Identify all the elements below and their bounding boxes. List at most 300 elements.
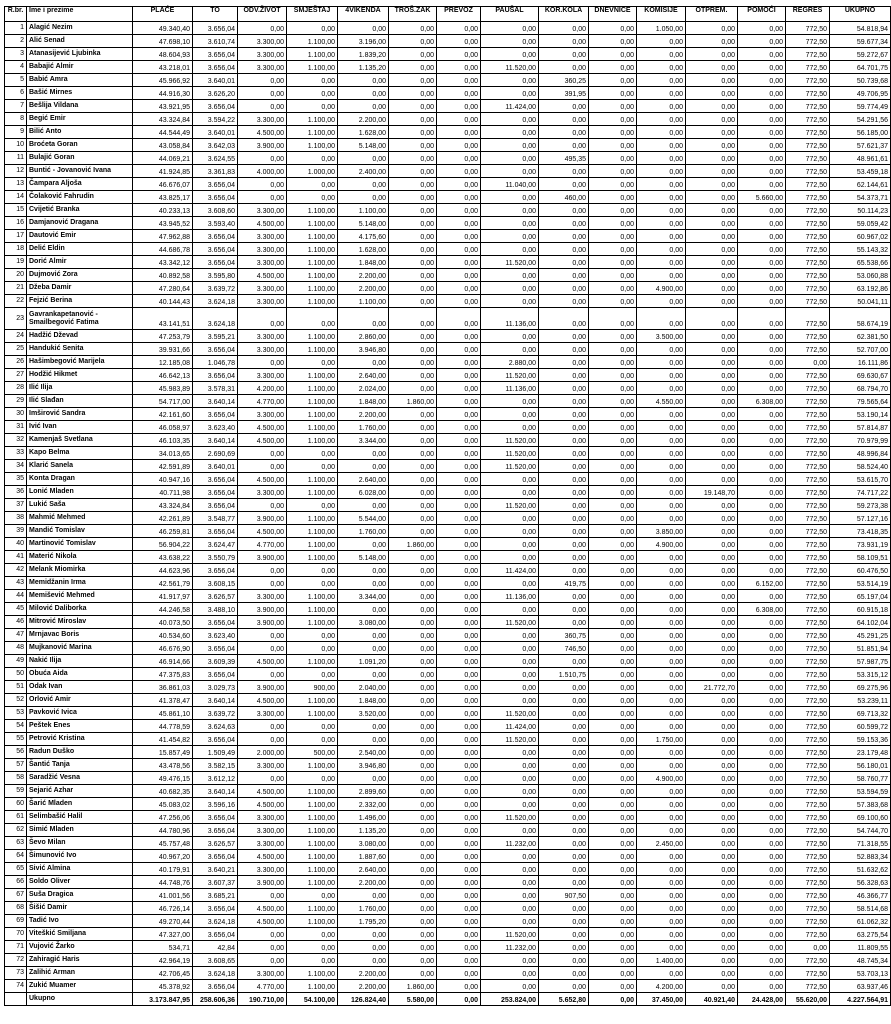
amount-cell: 0,00 (637, 720, 686, 733)
table-row (5, 707, 891, 720)
table-row (5, 434, 891, 447)
amount-cell: 1.100,00 (287, 863, 338, 876)
amount-cell: 0,00 (437, 308, 481, 330)
row-number: 52 (5, 694, 27, 707)
amount-cell: 772,50 (786, 629, 830, 642)
amount-cell: 0,00 (389, 720, 437, 733)
amount-cell: 50.114,23 (830, 204, 891, 217)
amount-cell: 772,50 (786, 139, 830, 152)
amount-cell: 11.520,00 (481, 733, 539, 746)
table-row (5, 308, 891, 330)
amount-cell: 0,00 (738, 308, 786, 330)
amount-cell: 4.500,00 (238, 434, 287, 447)
amount-cell: 43.921,95 (133, 100, 193, 113)
row-number: 54 (5, 720, 27, 733)
amount-cell: 11.232,00 (481, 941, 539, 954)
amount-cell: 4.500,00 (238, 798, 287, 811)
amount-cell: 3.300,00 (238, 35, 287, 48)
amount-cell: 5.580,00 (389, 993, 437, 1006)
amount-cell: 772,50 (786, 616, 830, 629)
amount-cell: 0,00 (437, 178, 481, 191)
amount-cell: 1.100,00 (287, 525, 338, 538)
amount-cell: 0,00 (437, 243, 481, 256)
amount-cell: 49.270,44 (133, 915, 193, 928)
amount-cell: 0,00 (539, 512, 589, 525)
amount-cell: 0,00 (389, 139, 437, 152)
amount-cell: 3.300,00 (238, 343, 287, 356)
table-row (5, 720, 891, 733)
amount-cell: 772,50 (786, 707, 830, 720)
amount-cell: 0,00 (637, 616, 686, 629)
amount-cell: 3.582,15 (193, 759, 238, 772)
amount-cell: 0,00 (686, 525, 738, 538)
row-number: 49 (5, 655, 27, 668)
amount-cell: 0,00 (738, 74, 786, 87)
row-number: 26 (5, 356, 27, 369)
amount-cell: 0,00 (238, 564, 287, 577)
amount-cell: 0,00 (481, 165, 539, 178)
amount-cell: 0,00 (686, 837, 738, 850)
row-number: 61 (5, 811, 27, 824)
amount-cell: 0,00 (481, 668, 539, 681)
amount-cell: 45.378,92 (133, 980, 193, 993)
amount-cell: 0,00 (437, 369, 481, 382)
amount-cell: 0,00 (389, 824, 437, 837)
table-row (5, 87, 891, 100)
amount-cell: 0,00 (481, 48, 539, 61)
row-number: 69 (5, 915, 27, 928)
employee-name: Bešlija Vildana (27, 100, 133, 113)
employee-name: Čampara Aljoša (27, 178, 133, 191)
amount-cell: 772,50 (786, 74, 830, 87)
employee-name: Mahmić Mehmed (27, 512, 133, 525)
amount-cell: 3.624,63 (193, 720, 238, 733)
amount-cell: 43.324,84 (133, 113, 193, 126)
row-number: 23 (5, 308, 27, 330)
amount-cell: 0,00 (338, 74, 389, 87)
amount-cell: 44.069,21 (133, 152, 193, 165)
amount-cell: 46.103,35 (133, 434, 193, 447)
amount-cell: 0,00 (389, 447, 437, 460)
amount-cell: 4.500,00 (238, 473, 287, 486)
amount-cell: 0,00 (539, 980, 589, 993)
amount-cell: 0,00 (589, 217, 637, 230)
amount-cell: 0,00 (539, 269, 589, 282)
amount-cell: 0,00 (589, 447, 637, 460)
row-number: 45 (5, 603, 27, 616)
amount-cell: 0,00 (539, 772, 589, 785)
amount-cell: 0,00 (238, 87, 287, 100)
amount-cell: 0,00 (637, 343, 686, 356)
amount-cell: 0,00 (738, 48, 786, 61)
amount-cell: 1.100,00 (287, 837, 338, 850)
amount-cell: 43.324,84 (133, 499, 193, 512)
amount-cell: 43.825,17 (133, 191, 193, 204)
amount-cell: 1.100,00 (287, 551, 338, 564)
amount-cell: 74.717,22 (830, 486, 891, 499)
amount-cell: 3.656,04 (193, 928, 238, 941)
amount-cell: 3.300,00 (238, 61, 287, 74)
amount-cell: 0,00 (637, 629, 686, 642)
amount-cell: 0,00 (686, 967, 738, 980)
amount-cell: 19.148,70 (686, 486, 738, 499)
amount-cell: 0,00 (437, 941, 481, 954)
row-number: 64 (5, 850, 27, 863)
amount-cell: 0,00 (481, 577, 539, 590)
amount-cell: 1.100,00 (287, 616, 338, 629)
employee-name: Šantić Tanja (27, 759, 133, 772)
amount-cell: 4.500,00 (238, 785, 287, 798)
amount-cell: 1.628,00 (338, 126, 389, 139)
amount-cell: 0,00 (738, 243, 786, 256)
row-number: 42 (5, 564, 27, 577)
amount-cell: 0,00 (287, 447, 338, 460)
column-header: TROŠ.ZAK (389, 7, 437, 22)
amount-cell: 0,00 (238, 100, 287, 113)
amount-cell: 0,00 (437, 837, 481, 850)
amount-cell: 0,00 (686, 759, 738, 772)
amount-cell: 772,50 (786, 256, 830, 269)
amount-cell: 0,00 (539, 824, 589, 837)
amount-cell: 70.979,99 (830, 434, 891, 447)
amount-cell: 42.964,19 (133, 954, 193, 967)
table-row (5, 902, 891, 915)
amount-cell: 57.127,16 (830, 512, 891, 525)
amount-cell: 69.630,67 (830, 369, 891, 382)
amount-cell: 3.626,57 (193, 837, 238, 850)
amount-cell: 1.100,00 (287, 269, 338, 282)
amount-cell: 1.100,00 (287, 382, 338, 395)
employee-name: Ilić Slađan (27, 395, 133, 408)
amount-cell: 772,50 (786, 798, 830, 811)
amount-cell: 3.656,04 (193, 668, 238, 681)
table-row (5, 772, 891, 785)
amount-cell: 0,00 (738, 629, 786, 642)
amount-cell: 71.318,55 (830, 837, 891, 850)
amount-cell: 0,00 (738, 980, 786, 993)
amount-cell: 11.809,55 (830, 941, 891, 954)
amount-cell: 0,00 (389, 850, 437, 863)
amount-cell: 4.500,00 (238, 694, 287, 707)
amount-cell: 0,00 (589, 74, 637, 87)
amount-cell: 0,00 (437, 499, 481, 512)
amount-cell: 3.595,21 (193, 330, 238, 343)
amount-cell: 0,00 (539, 230, 589, 243)
amount-cell: 0,00 (589, 382, 637, 395)
amount-cell: 3.946,80 (338, 759, 389, 772)
amount-cell: 0,00 (637, 603, 686, 616)
amount-cell: 56.904,22 (133, 538, 193, 551)
amount-cell: 0,00 (686, 954, 738, 967)
table-row (5, 759, 891, 772)
employee-name: Pavković Ivica (27, 707, 133, 720)
table-row (5, 295, 891, 308)
amount-cell: 3.640,01 (193, 126, 238, 139)
amount-cell: 1.100,00 (287, 980, 338, 993)
amount-cell: 62.381,50 (830, 330, 891, 343)
amount-cell: 0,00 (539, 798, 589, 811)
amount-cell: 0,00 (686, 707, 738, 720)
amount-cell: 0,00 (437, 967, 481, 980)
table-row (5, 928, 891, 941)
amount-cell: 47.375,83 (133, 668, 193, 681)
amount-cell: 61.062,32 (830, 915, 891, 928)
amount-cell: 3.624,47 (193, 538, 238, 551)
amount-cell: 0,00 (437, 954, 481, 967)
amount-cell: 0,00 (238, 928, 287, 941)
amount-cell: 0,00 (738, 230, 786, 243)
amount-cell: 0,00 (637, 928, 686, 941)
amount-cell: 0,00 (238, 889, 287, 902)
amount-cell: 0,00 (287, 928, 338, 941)
amount-cell: 0,00 (637, 434, 686, 447)
amount-cell: 1.100,00 (287, 343, 338, 356)
amount-cell: 46.676,07 (133, 178, 193, 191)
amount-cell: 0,00 (686, 720, 738, 733)
amount-cell: 3.607,37 (193, 876, 238, 889)
table-row (5, 551, 891, 564)
row-number: 33 (5, 447, 27, 460)
amount-cell: 0,00 (238, 954, 287, 967)
row-number: 1 (5, 22, 27, 35)
amount-cell: 3.656,04 (193, 499, 238, 512)
amount-cell: 0,00 (686, 191, 738, 204)
amount-cell: 0,00 (686, 850, 738, 863)
amount-cell: 0,00 (437, 269, 481, 282)
amount-cell: 0,00 (481, 681, 539, 694)
amount-cell: 3.300,00 (238, 811, 287, 824)
amount-cell: 0,00 (637, 694, 686, 707)
amount-cell: 3.578,31 (193, 382, 238, 395)
amount-cell: 0,00 (389, 564, 437, 577)
amount-cell: 0,00 (389, 577, 437, 590)
amount-cell: 4.200,00 (637, 980, 686, 993)
amount-cell: 3.640,14 (193, 694, 238, 707)
amount-cell: 1.100,00 (287, 902, 338, 915)
amount-cell: 0,00 (637, 382, 686, 395)
table-row (5, 473, 891, 486)
amount-cell: 1.100,00 (287, 282, 338, 295)
amount-cell: 0,00 (389, 603, 437, 616)
amount-cell: 0,00 (287, 87, 338, 100)
amount-cell: 0,00 (686, 408, 738, 421)
amount-cell: 0,00 (686, 35, 738, 48)
table-row (5, 486, 891, 499)
amount-cell: 258.606,36 (193, 993, 238, 1006)
amount-cell: 0,00 (589, 746, 637, 759)
employee-name: Viteškić Smiljana (27, 928, 133, 941)
amount-cell: 3.656,04 (193, 733, 238, 746)
amount-cell: 0,00 (338, 460, 389, 473)
amount-cell: 53.239,11 (830, 694, 891, 707)
amount-cell: 772,50 (786, 954, 830, 967)
amount-cell: 0,00 (389, 486, 437, 499)
amount-cell: 0,00 (637, 486, 686, 499)
amount-cell: 0,00 (481, 269, 539, 282)
row-number: 72 (5, 954, 27, 967)
amount-cell: 0,00 (287, 22, 338, 35)
amount-cell: 0,00 (738, 616, 786, 629)
amount-cell: 0,00 (389, 421, 437, 434)
amount-cell: 3.656,04 (193, 343, 238, 356)
amount-cell: 0,00 (481, 915, 539, 928)
amount-cell: 0,00 (589, 590, 637, 603)
column-header: PREVOZ (437, 7, 481, 22)
amount-cell: 53.594,59 (830, 785, 891, 798)
amount-cell: 0,00 (738, 152, 786, 165)
amount-cell: 2.332,00 (338, 798, 389, 811)
amount-cell: 0,00 (238, 772, 287, 785)
amount-cell: 2.200,00 (338, 282, 389, 295)
amount-cell: 0,00 (481, 655, 539, 668)
table-row (5, 230, 891, 243)
amount-cell: 45.757,48 (133, 837, 193, 850)
amount-cell: 1.100,00 (287, 295, 338, 308)
amount-cell: 2.200,00 (338, 408, 389, 421)
amount-cell: 3.656,04 (193, 61, 238, 74)
amount-cell: 0,00 (589, 668, 637, 681)
row-number: 73 (5, 967, 27, 980)
amount-cell: 51.632,62 (830, 863, 891, 876)
amount-cell: 51.851,94 (830, 642, 891, 655)
amount-cell: 772,50 (786, 863, 830, 876)
amount-cell: 42.591,89 (133, 460, 193, 473)
amount-cell: 772,50 (786, 733, 830, 746)
amount-cell: 0,00 (738, 694, 786, 707)
amount-cell: 0,00 (389, 876, 437, 889)
employee-name: Kapo Belma (27, 447, 133, 460)
employee-name: Petrović Kristina (27, 733, 133, 746)
amount-cell: 4.500,00 (238, 915, 287, 928)
amount-cell: 0,00 (389, 48, 437, 61)
amount-cell: 0,00 (389, 152, 437, 165)
amount-cell: 0,00 (738, 295, 786, 308)
amount-cell: 2.899,60 (338, 785, 389, 798)
amount-cell: 0,00 (437, 165, 481, 178)
amount-cell: 0,00 (338, 720, 389, 733)
amount-cell: 0,00 (686, 772, 738, 785)
amount-cell: 3.080,00 (338, 837, 389, 850)
amount-cell: 0,00 (539, 295, 589, 308)
amount-cell: 3.656,04 (193, 473, 238, 486)
employee-name: Čolaković Fahrudin (27, 191, 133, 204)
column-header: Ime i prezime (27, 7, 133, 22)
amount-cell: 0,00 (686, 230, 738, 243)
amount-cell: 3.029,73 (193, 681, 238, 694)
amount-cell: 0,00 (389, 61, 437, 74)
amount-cell: 5.148,00 (338, 139, 389, 152)
row-number: 21 (5, 282, 27, 295)
row-number: 40 (5, 538, 27, 551)
amount-cell: 0,00 (738, 330, 786, 343)
amount-cell: 0,00 (481, 980, 539, 993)
amount-cell: 0,00 (481, 204, 539, 217)
row-number: 51 (5, 681, 27, 694)
amount-cell: 1.887,60 (338, 850, 389, 863)
amount-cell: 0,00 (589, 915, 637, 928)
amount-cell: 59.677,34 (830, 35, 891, 48)
amount-cell: 47.256,06 (133, 811, 193, 824)
amount-cell: 0,00 (437, 191, 481, 204)
amount-cell: 0,00 (589, 100, 637, 113)
amount-cell: 2.860,00 (338, 330, 389, 343)
amount-cell: 0,00 (589, 525, 637, 538)
amount-cell: 0,00 (437, 928, 481, 941)
amount-cell: 47.698,10 (133, 35, 193, 48)
amount-cell: 0,00 (338, 577, 389, 590)
amount-cell: 772,50 (786, 48, 830, 61)
amount-cell: 12.185,08 (133, 356, 193, 369)
amount-cell: 0,00 (637, 577, 686, 590)
amount-cell: 3.685,21 (193, 889, 238, 902)
amount-cell: 0,00 (437, 356, 481, 369)
amount-cell: 11.136,00 (481, 308, 539, 330)
amount-cell: 0,00 (686, 876, 738, 889)
amount-cell: 0,00 (686, 152, 738, 165)
amount-cell: 0,00 (637, 61, 686, 74)
amount-cell: 1.050,00 (637, 22, 686, 35)
amount-cell: 0,00 (686, 369, 738, 382)
amount-cell: 0,00 (539, 434, 589, 447)
amount-cell: 0,00 (338, 954, 389, 967)
amount-cell: 3.656,04 (193, 369, 238, 382)
column-header: ODV.ŽIVOT (238, 7, 287, 22)
amount-cell: 0,00 (589, 798, 637, 811)
amount-cell: 0,00 (389, 525, 437, 538)
amount-cell: 772,50 (786, 772, 830, 785)
amount-cell: 3.300,00 (238, 295, 287, 308)
amount-cell: 0,00 (389, 759, 437, 772)
amount-cell: 0,00 (539, 525, 589, 538)
amount-cell: 772,50 (786, 204, 830, 217)
amount-cell: 4.550,00 (637, 395, 686, 408)
employee-name: Ilić Ilija (27, 382, 133, 395)
amount-cell: 772,50 (786, 152, 830, 165)
amount-cell: 2.024,00 (338, 382, 389, 395)
amount-cell: 49.706,95 (830, 87, 891, 100)
amount-cell: 0,00 (589, 616, 637, 629)
amount-cell: 0,00 (389, 668, 437, 681)
amount-cell: 11.520,00 (481, 61, 539, 74)
amount-cell: 772,50 (786, 217, 830, 230)
amount-cell: 0,00 (589, 980, 637, 993)
amount-cell: 0,00 (481, 902, 539, 915)
amount-cell: 3.640,14 (193, 395, 238, 408)
amount-cell: 1.100,00 (287, 204, 338, 217)
row-number: 9 (5, 126, 27, 139)
employee-name: Saradžić Vesna (27, 772, 133, 785)
amount-cell: 3.550,79 (193, 551, 238, 564)
column-header: R.br. (5, 7, 27, 22)
amount-cell: 0,00 (481, 126, 539, 139)
column-header: KOR.KOLA (539, 7, 589, 22)
amount-cell: 0,00 (338, 191, 389, 204)
amount-cell: 11.232,00 (481, 837, 539, 850)
table-row (5, 22, 891, 35)
amount-cell: 0,00 (686, 434, 738, 447)
amount-cell: 55.620,00 (786, 993, 830, 1006)
amount-cell: 3.300,00 (238, 837, 287, 850)
amount-cell: 0,00 (539, 811, 589, 824)
amount-cell: 0,00 (686, 113, 738, 126)
amount-cell: 1.100,00 (287, 798, 338, 811)
amount-cell: 0,00 (437, 525, 481, 538)
amount-cell: 0,00 (738, 733, 786, 746)
row-number: 18 (5, 243, 27, 256)
amount-cell: 0,00 (738, 967, 786, 980)
amount-cell: 0,00 (338, 928, 389, 941)
payroll-table (4, 6, 891, 1006)
